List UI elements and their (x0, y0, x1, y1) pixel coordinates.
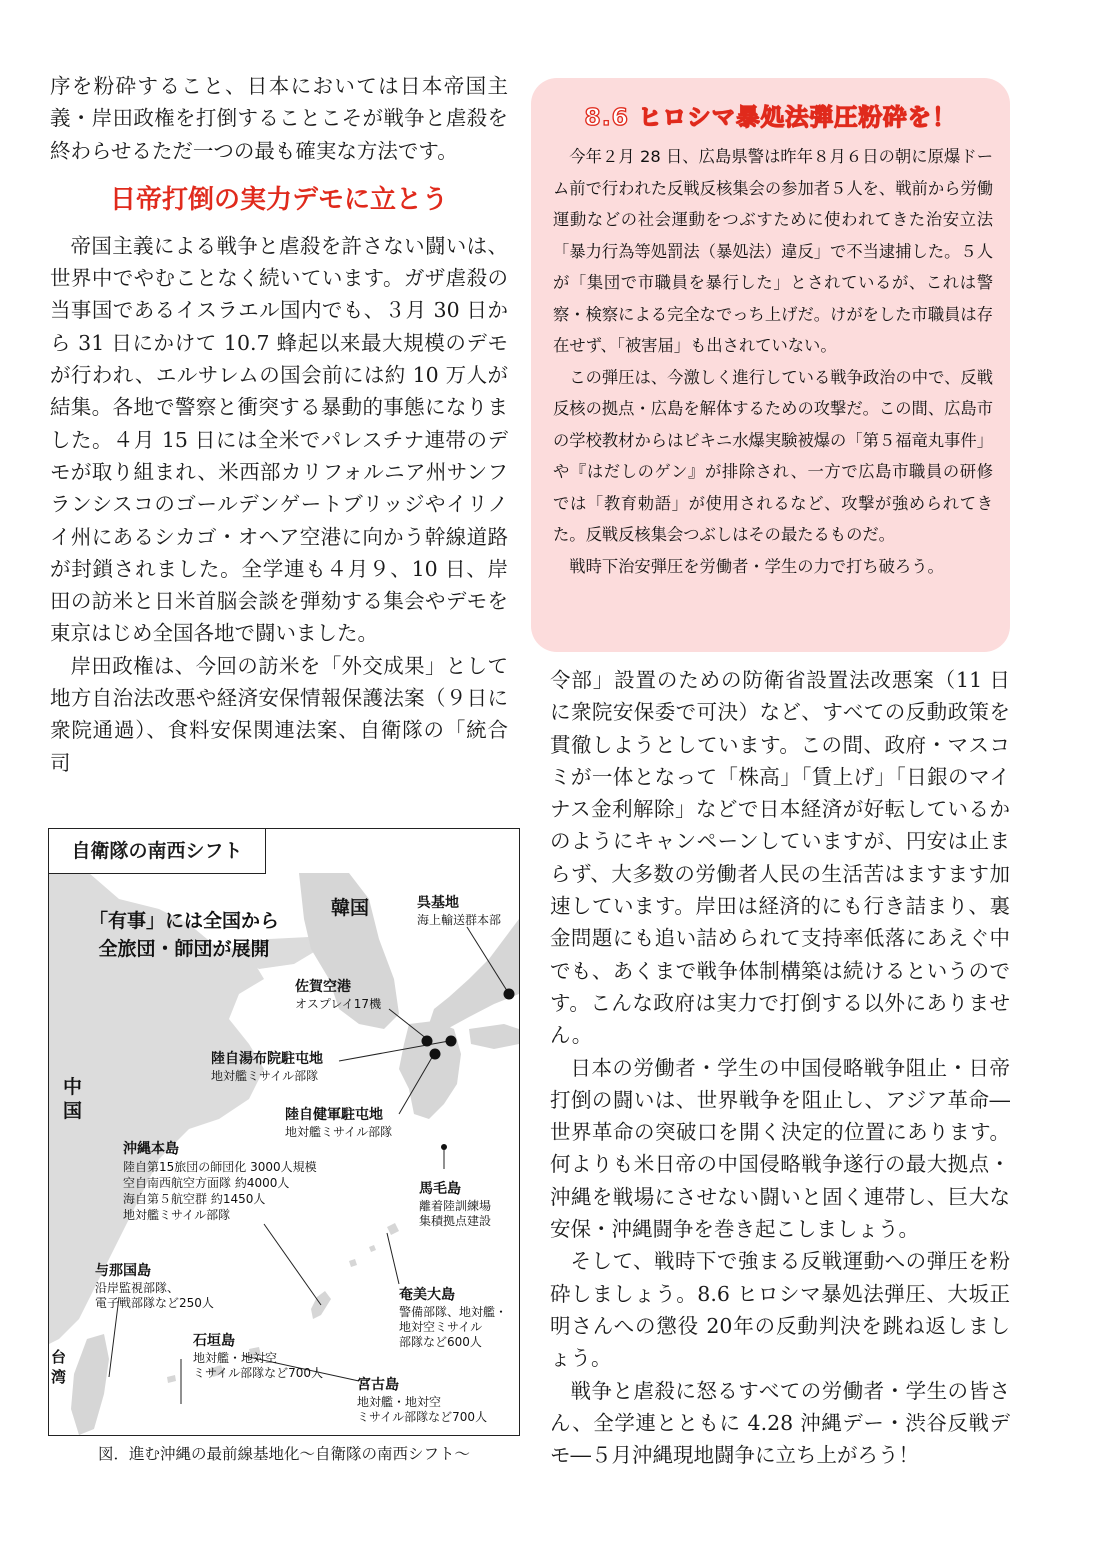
ishigaki-name: 石垣島 (193, 1333, 235, 1349)
right-paragraph-1: 令部」設置のための防衛省設置法改悪案（11 日に衆院安保委で可決）など、すべての反動政策を貫徹しようとしています。この間、政府・マスコミが一体となって「株高」「賃上げ」「日銀のマイナス金利解除」などで日本経済が好転しているかのようにキャンペーンしていますが、円安は止まらず、大多数の労働者人民の生活苦はますます加速しています。岸田は経済的にも行き詰まり、裏金問題にも追い詰められて支持率低落にあえぐ中でも、あくまで戦争体制構築は続けるというのです。こんな政府は実力で打倒する以外にありません。 (550, 668, 1010, 1048)
amami-desc: 警備部隊、地対艦・ 地対空ミサイル 部隊など600人 (399, 1305, 508, 1349)
left-column (50, 70, 508, 779)
right-paragraph-2: 日本の労働者・学生の中国侵略戦争阻止・日帝打倒の闘いは、世界戦争を阻止し、アジア革命―世界革命の突破口を開く決定的位置にあります。何よりも米日帝の中国侵略戦争遂行の最大拠点・沖縄を戦場にさせない闘いと固く連帯し、巨大な安保・沖縄闘争を巻き起こしましょう。 (550, 1055, 1010, 1242)
miyako-name: 宮古島 (357, 1377, 399, 1393)
notice-paragraph-1: 今年２月 28 日、広島県警は昨年８月６日の朝に原爆ドーム前で行われた反戦反核集会の参加者５人を、戦前から労働運動などの社会運動をつぶすために使われてきた治安立法「暴力行為等処罰法（暴処法）違反」で不当逮捕した。５人が「集団で市職員を暴行した」とされているが、これは警察・検察による完全なでっち上げだ。けがをした市職員は存在せず、「被害届」も出されていない。 (553, 147, 993, 355)
yonaguni-desc: 沿岸監視部隊、 電子戦部隊など250人 (95, 1281, 214, 1310)
miyako-desc: 地対艦・地対空 ミサイル部隊など700人 (357, 1395, 488, 1424)
notice-title: 8.6 ヒロシマ暴処法弾圧粉砕を！ (584, 103, 957, 131)
okinawa-name: 沖縄本島 (123, 1141, 179, 1157)
notice-box (531, 78, 1010, 652)
mageshima-name: 馬毛島 (419, 1181, 461, 1197)
kure-name: 呉基地 (417, 895, 459, 911)
honshu (429, 919, 519, 1029)
saga-desc: オスプレイ17機 (295, 997, 382, 1011)
kengun-dot (430, 1049, 441, 1060)
small-island-1 (349, 1259, 357, 1267)
left-paragraph-2: 帝国主義による戦争と虐殺を許さない闘いは、世界中でやむことなく続いています。ガザ虐殺の当事国であるイスラエル国内でも、３月 30 日から 31 日にかけて 10.7 蜂起以来最大規模のデモが行われ、エルサレムの国会前には約 10 万人が結集。各地で警察と衝突する暴動的事態になりました。４月 15 日には全米でパレスチナ連帯のデモが取り組まれ、米西部カリフォルニア州サンフランシスコのゴールデンゲートブリッジやイリノイ州にあるシカゴ・オヘア空港に向かう幹線道路が封鎖されました。全学連も４月９、10 日、岸田の訪米と日米首脳会談を弾劾する集会やデモを東京はじめ全国各地で闘いました。 (50, 233, 508, 646)
map-headline: 「有事」には全国から 全旅団・師団が展開 (88, 910, 279, 960)
china-label: 中 国 (63, 1076, 83, 1122)
amami-name: 奄美大島 (399, 1287, 455, 1303)
map-title: 自衛隊の南西シフト (49, 829, 266, 874)
notice-body (553, 141, 993, 582)
yufuin-name: 陸自湯布院駐屯地 (211, 1051, 323, 1067)
kure-dot (504, 989, 515, 1000)
taiwan-landmass (71, 1334, 109, 1435)
shikoku (469, 1024, 519, 1049)
right-paragraph-4: 戦争と虐殺に怒るすべての労働者・学生の皆さん、全学連とともに 4.28 沖縄デー・渋谷反戦デモ―５月沖縄現地闘争に立ち上がろう！ (550, 1378, 1010, 1468)
yonaguni-island (167, 1375, 176, 1383)
okinawa-desc: 陸自第15旅団の師団化 3000人規模 空自南西航空方面隊 約4000人 海自第５航空群 約1450人 地対艦ミサイル部隊 (123, 1160, 317, 1222)
saga-name: 佐賀空港 (295, 979, 351, 995)
right-column (550, 664, 1010, 1471)
right-paragraph-3: そして、戦時下で強まる反戦運動への弾圧を粉砕しましょう。8.6 ヒロシマ暴処法弾圧、大坂正明さんへの懲役 20年の反動判決を跳ね返しましょう。 (550, 1249, 1010, 1371)
okinawa-leader (264, 1224, 321, 1305)
taiwan-label: 台 湾 (51, 1348, 67, 1386)
ishigaki-desc: 地対艦・地対空 ミサイル部隊など700人 (193, 1351, 324, 1380)
notice-paragraph-2: この弾圧は、今激しく進行している戦争政治の中で、反戦反核の拠点・広島を解体するための攻撃だ。この間、広島市の学校教材からはビキニ水爆実験被爆の「第５福竜丸事件」や『はだしのゲン』が排除され、一方で広島市職員の研修では「教育勅語」が使用されるなど、攻撃が強められてきた。反戦反核集会つぶしはその最たるものだ。 (553, 367, 993, 544)
yufuin-dot (446, 1036, 457, 1047)
saga-dot (422, 1036, 433, 1047)
kengun-desc: 地対艦ミサイル部隊 (285, 1125, 393, 1139)
left-paragraph-1: 序を粉砕すること、日本においては日本帝国主義・岸田政権を打倒することこそが戦争と虐殺を終わらせるただ一つの最も確実な方法です。 (50, 74, 508, 163)
map-figure (48, 828, 520, 1436)
small-island-2 (369, 1245, 376, 1252)
section-heading: 日帝打倒の実力デモに立とう (109, 184, 448, 215)
amami-island (387, 1223, 399, 1235)
yufuin-desc: 地対艦ミサイル部隊 (211, 1069, 319, 1083)
korea-label: 韓国 (331, 897, 370, 919)
amami-leader (387, 1233, 399, 1284)
yonaguni-name: 与那国島 (95, 1263, 151, 1279)
notice-paragraph-3: 戦時下治安弾圧を労働者・学生の力で打ち破ろう。 (569, 556, 944, 576)
left-paragraph-3: 岸田政権は、今回の訪米を「外交成果」として地方自治法改悪や経済安保情報保護法案（９日に衆院通過）、食料安保関連法案、自衛隊の「統合司 (50, 653, 508, 775)
mageshima-desc: 離着陸訓練場 集積拠点建設 (419, 1199, 492, 1228)
kengun-name: 陸自健軍駐屯地 (285, 1107, 383, 1123)
figure-caption: 図．進む沖縄の最前線基地化～自衛隊の南西シフト～ (97, 1445, 470, 1463)
mageshima-dot (441, 1144, 447, 1150)
kure-desc: 海上輸送群本部 (417, 913, 502, 927)
